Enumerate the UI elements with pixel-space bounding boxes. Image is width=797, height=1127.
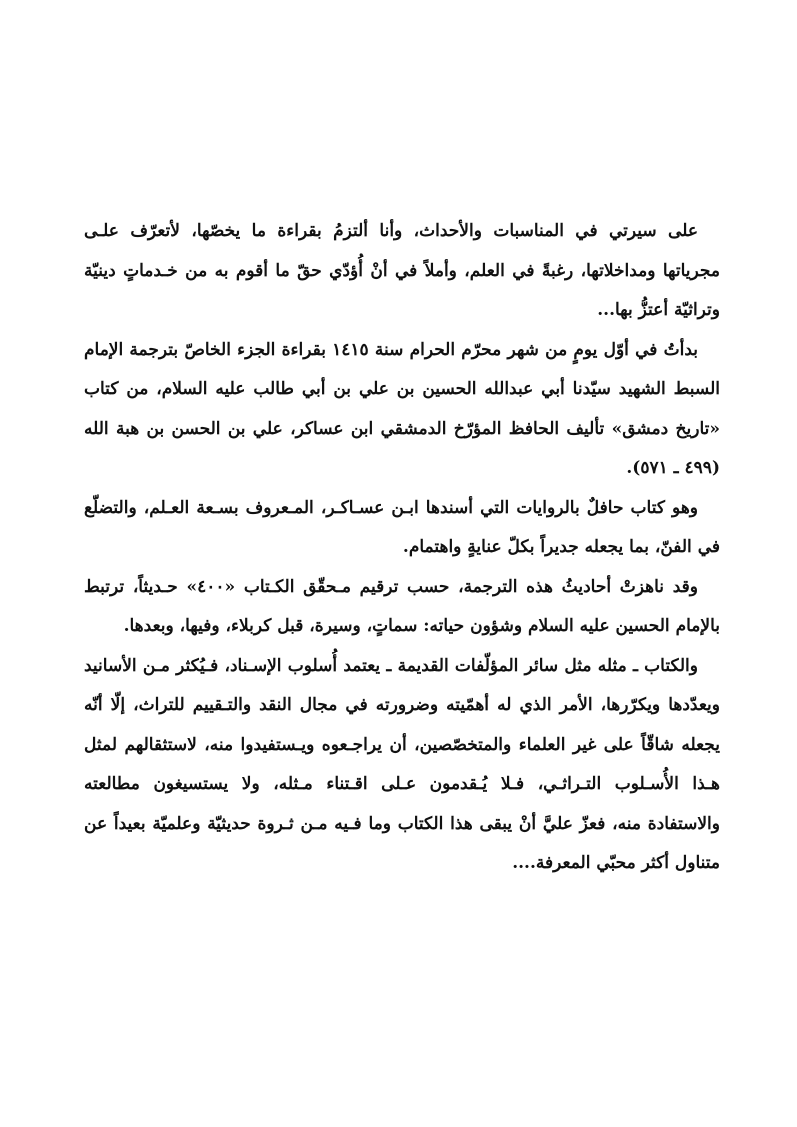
paragraph-3: وهو كتاب حافلٌ بالروايات التي أسندها ابـن عسـاكـر، المـعروف بسـعة العـلم، والتضلّع في الفنّ، بما يجعله جديراً بكلّ عنايةٍ واهتمام. bbox=[84, 497, 720, 557]
paragraph-1: على سيرتي في المناسبات والأحداث، وأنا ألتزمُ بقراءة ما يخصّها، لأتعرّف علـى مجرياتها ومداخلاتها، رغبةً في العلم، وأملاً في أنْ أُؤدّي حقّ ما أقوم به من خـدماتٍ دينيّة وتراثيّة أعتزُّ بها... bbox=[84, 221, 720, 320]
paragraph-4: وقد ناهزتْ أحاديثُ هذه الترجمة، حسب ترقيم مـحقّق الكـتاب «٤٠٠» حـديثاً، ترتبط بالإمام الحسين عليه السلام وشؤون حياته: سماتٍ، وسيرة، قبل كربلاء، وفيها، وبعدها. bbox=[84, 576, 720, 636]
paragraph-2: بدأتُ في أوّل يومٍ من شهر محرّم الحرام سنة ١٤١٥ بقراءة الجزء الخاصّ بترجمة الإمام السبط الشهيد سيّدنا أبي عبدالله الحسين بن علي بن أبي طالب عليه السلام، من كتاب «تاريخ دمشق» تأليف الحافظ المؤرّخ الدمشقي ابن عساكر، علي بن الحسن بن هبة الله (٤٩٩ ـ ٥٧١). bbox=[84, 339, 720, 478]
paragraph-5: والكتاب ـ مثله مثل سائر المؤلّفات القديمة ـ يعتمد أُسلوب الإسـناد، فـيُكثر مـن الأسانيد ويعدّدها ويكرّرها، الأمر الذي له أهمّيته وضرورته في مجال النقد والتـقييم للتراث، إلّا أنّه يجعله شاقّاً على غير العلماء والمتخصّصين، أن يراجـعوه ويـستفيدوا منه، لاستثقالهم لمثل هـذا الأُسـلوب التـراثـي، فـلا يُـقدمون عـلى اقـتناء مـثله، ولا يستسيغون مطالعته والاستفادة منه، فعزّ عليَّ أنْ يبقى هذا الكتاب وما فـيه مـن ثـروة حديثيّة وعلميّة بعيداً عن متناول أكثر محبّي المعرفة.... bbox=[84, 655, 720, 873]
document-body bbox=[84, 212, 720, 884]
